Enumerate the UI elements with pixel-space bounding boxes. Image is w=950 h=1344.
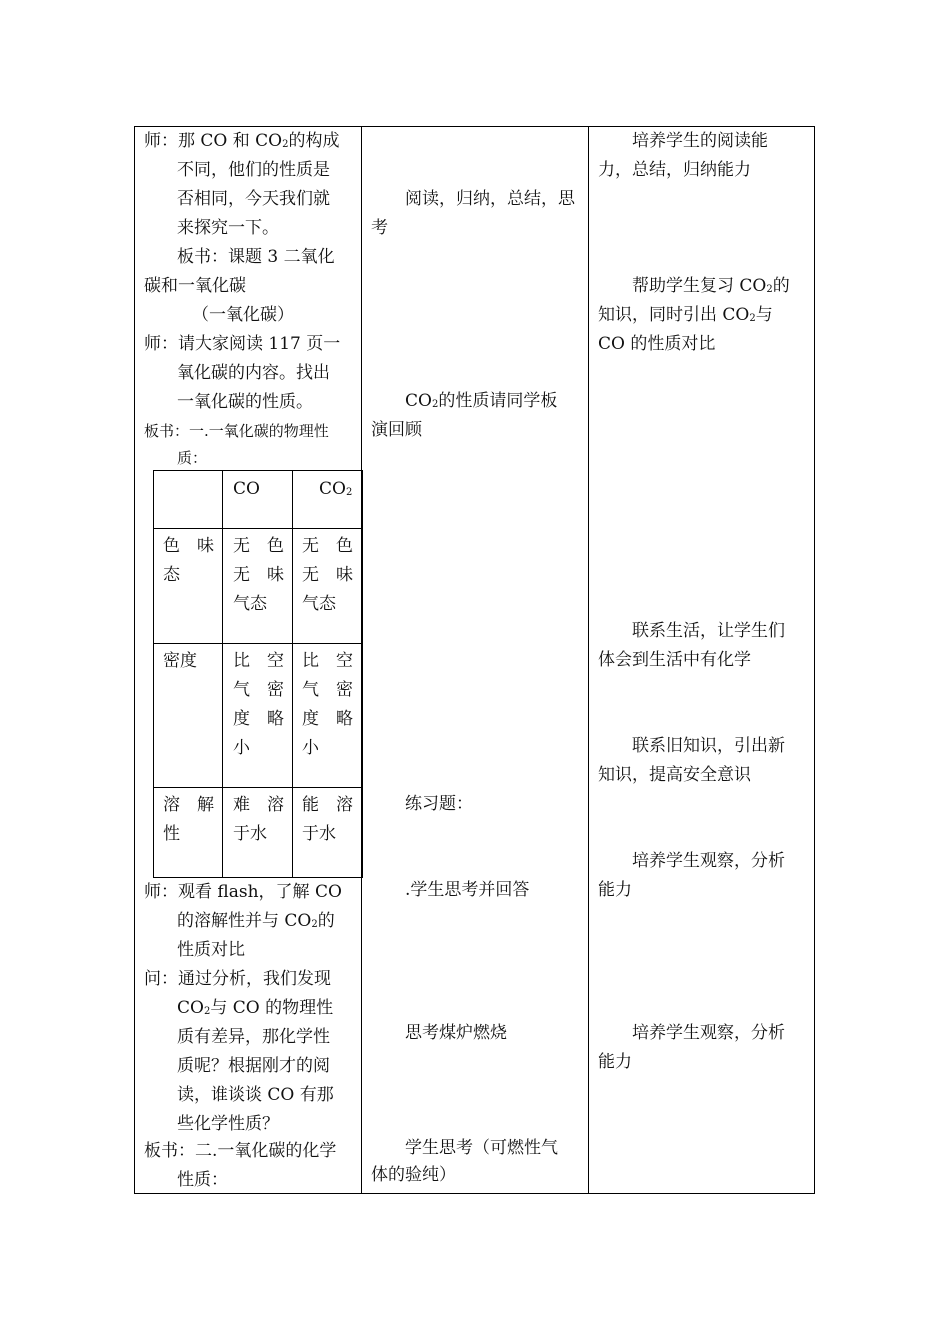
c1-line: 师：请大家阅读 117 页一 — [144, 334, 341, 354]
row-density-label: 密度 — [163, 651, 197, 671]
c3-line: 联系生活，让学生们 — [632, 621, 785, 641]
inner-col-divider — [222, 471, 223, 877]
c3-line: 体会到生活中有化学 — [598, 650, 751, 670]
c1-line: 氧化碳的内容。找出 — [177, 363, 330, 383]
inner-col-divider — [292, 471, 293, 877]
lesson-plan-table — [134, 126, 815, 1194]
c3-line: 知识，同时引出 $CO_2$与 — [598, 305, 773, 325]
c1-line: 一氧化碳的性质。 — [177, 392, 313, 412]
inner-row-divider — [154, 787, 362, 788]
row-solubility-co: 难 溶 于水 — [233, 795, 284, 844]
c3-line: 帮助学生复习 $CO_2$的 — [632, 276, 790, 296]
c1-line: 的溶解性并与 $CO_2$的 — [177, 911, 335, 931]
inner-row-divider — [154, 528, 362, 529]
c1-line: 板书：课题 3 二氧化 — [177, 247, 335, 267]
c2-line: .学生思考并回答 — [405, 880, 530, 900]
c3-line: 知识，提高安全意识 — [598, 765, 751, 785]
c2-line: 演回顾 — [371, 420, 422, 440]
c2-line: 思考煤炉燃烧 — [405, 1023, 507, 1043]
c1-line: 否相同，今天我们就 — [177, 189, 330, 209]
c3-line: 培养学生的阅读能 — [632, 131, 768, 151]
header-co: CO — [233, 479, 260, 499]
c2-line: 阅读，归纳，总结，思 — [405, 189, 575, 209]
c3-line: 培养学生观察，分析 — [632, 1023, 785, 1043]
c3-line: 能力 — [598, 1052, 632, 1072]
row-density-co: 比 空 气 密 度 略 小 — [233, 651, 284, 758]
c1-line: 质有差异，那化学性 — [177, 1027, 330, 1047]
c1-line: 师：那 CO 和 $CO_2$的构成 — [144, 131, 340, 151]
c1-line: 读，谁谈谈 CO 有那 — [177, 1085, 334, 1105]
physical-property-table — [153, 470, 363, 878]
c1-line: $CO_2$与 CO 的物理性 — [177, 998, 334, 1018]
row-color-co2: 无 色 无 味 气态 — [302, 536, 353, 614]
c2-line: $CO_2$的性质请同学板 — [405, 391, 558, 411]
row-solubility-co2: 能 溶 于水 — [302, 795, 353, 844]
c1-line: 问：通过分析，我们发现 — [144, 969, 331, 989]
c2-line: 练习题： — [405, 794, 473, 814]
c1-line: 质： — [177, 449, 208, 467]
row-solubility-label: 溶 解 性 — [163, 795, 214, 844]
row-color-co: 无 色 无 味 气态 — [233, 536, 284, 614]
c3-line: 联系旧知识，引出新 — [632, 736, 785, 756]
c1-line: 质呢？根据刚才的阅 — [177, 1056, 330, 1076]
inner-row-divider — [154, 643, 362, 644]
c3-line: 培养学生观察，分析 — [632, 851, 785, 871]
c1-line: 来探究一下。 — [177, 218, 279, 238]
c1-line: 板书：一.一氧化碳的物理性 — [144, 422, 329, 440]
c1-line: （一氧化碳） — [192, 305, 294, 325]
c1-line: 些化学性质？ — [177, 1114, 279, 1134]
c1-line: 师：观看 flash，了解 CO — [144, 882, 342, 902]
c3-line: 能力 — [598, 880, 632, 900]
c1-line: 性质： — [177, 1170, 228, 1190]
c1-line: 板书：二.一氧化碳的化学 — [144, 1141, 337, 1161]
c1-line: 碳和一氧化碳 — [144, 276, 246, 296]
c2-line: 学生思考（可燃性气 — [405, 1138, 558, 1158]
c2-line: 体的验纯） — [371, 1165, 456, 1185]
c1-line: 不同，他们的性质是 — [177, 160, 330, 180]
c1-line: 性质对比 — [177, 940, 245, 960]
c3-line: CO 的性质对比 — [598, 334, 716, 354]
c3-line: 力，总结，归纳能力 — [598, 160, 751, 180]
c2-line: 考 — [371, 218, 388, 238]
column-divider-2 — [588, 127, 589, 1193]
row-density-co2: 比 空 气 密 度 略 小 — [302, 651, 353, 758]
row-color-label: 色 味 态 — [163, 536, 214, 585]
header-co2: $CO_2$ — [319, 479, 353, 499]
